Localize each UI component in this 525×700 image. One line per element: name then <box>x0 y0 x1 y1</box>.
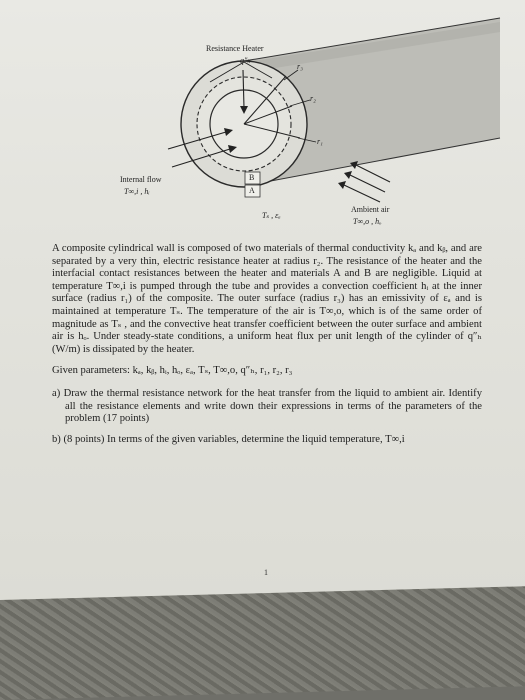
material-b-label: B <box>249 173 255 182</box>
r2-label: r₂ <box>310 94 316 103</box>
page-number: 1 <box>264 568 268 577</box>
r1-label: r₁ <box>317 137 323 146</box>
ambient-air-vars: T∞,o , hₒ <box>353 217 382 226</box>
ambient-air-label: Ambient air <box>351 205 390 214</box>
air-arrow-3 <box>356 165 390 182</box>
composite-cylinder-figure <box>0 0 525 240</box>
heater-label: Resistance Heater <box>206 44 264 53</box>
internal-flow-label: Internal flow <box>120 175 162 184</box>
question-b: b) (8 points) In terms of the given variables, determine the liquid temperature, T∞,i <box>52 433 405 445</box>
problem-text <box>52 243 482 446</box>
air-arrow-2 <box>350 175 385 192</box>
question-a: a) Draw the thermal resistance network for the heat transfer from the liquid to ambient air. Identify all the resistance elements and write down their expressions in terms of the parameters of the problem (17 points) <box>52 387 482 425</box>
given-parameters: Given parameters: kₐ, kᵦ, hᵢ, hₒ, εₐ, Tₛ, T∞,o, q″ₕ, r₁, r₂, r₃ <box>52 365 293 377</box>
background-surface <box>0 586 525 700</box>
surface-vars: Tₛ , εₐ <box>262 211 281 220</box>
cylinder-drawing <box>0 0 525 240</box>
r3-label: r₃ <box>297 62 303 71</box>
problem-description: A composite cylindrical wall is composed of two materials of thermal conductivity kₐ and kᵦ, and are separated by a very thin, electric resistance heater at radius r₂. The resistance of the heater and the interfacial contact resistances between the heater and materials A and B are negligible. Liquid at temperature T∞,i is pumped through the tube and provides a convection coefficient hᵢ at the inner surface (radius r₁) of the composite. The outer surface (radius r₃) has an emissivity of εₐ and is maintained at temperature Tₛ. The temperature of the air is T∞,o, which is of the same order of magnitude as Tₛ , and the convective heat transfer coefficient between the outer surface and ambient air is hₒ. Under steady-state conditions, a uniform heat flux per unit length of the cylinder of q″ₕ (W/m) is dissipated by the heater. <box>52 243 482 355</box>
material-a-label: A <box>249 186 255 195</box>
internal-flow-vars: T∞,i , hᵢ <box>124 187 150 196</box>
heat-flux-label: q″ₕ <box>240 56 251 65</box>
